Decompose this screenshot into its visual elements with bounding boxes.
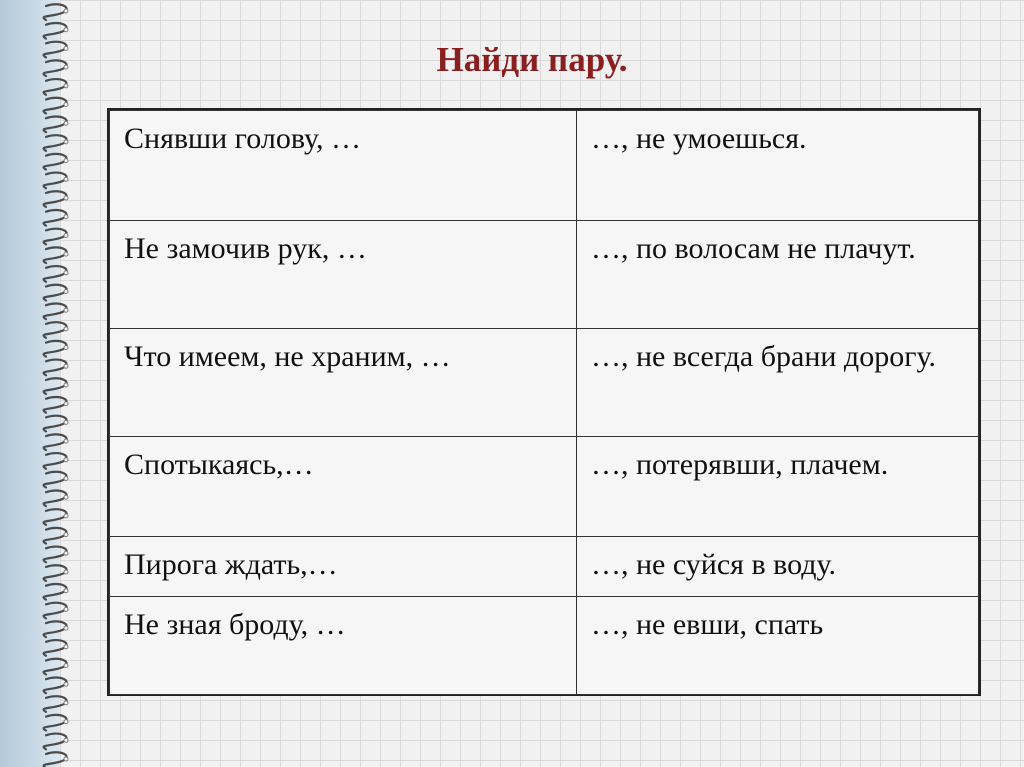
spiral-coil [44,116,67,132]
spiral-coil [44,247,67,263]
table-cell-left: Спотыкаясь,… [110,437,577,537]
binding-hole [64,645,68,649]
binding-hole [64,664,68,668]
spiral-coil [44,266,67,282]
binding-hole [64,607,68,611]
spiral-coil [44,154,67,170]
spiral-coil [44,752,67,767]
spiral-coil [44,659,67,675]
spiral-coil [44,416,67,432]
spiral-coil [44,229,67,245]
binding-hole [64,103,68,107]
spiral-coil [44,434,67,450]
binding-hole [64,720,68,724]
spiral-coil [44,98,67,114]
spiral-coil [44,397,67,413]
binding-hole [64,514,68,518]
spiral-coil [44,173,67,189]
table-row [110,329,979,437]
spiral-coil [44,210,67,226]
binding-hole [64,551,68,555]
table-cell-right: …, не суйся в воду. [577,537,979,597]
spiral-coil [44,191,67,207]
binding-hole [64,420,68,424]
table-cell-right: …, не всегда брани дорогу. [577,329,979,437]
binding-hole [64,383,68,387]
table-row [110,221,979,329]
table-cell-left: Что имеем, не храним, … [110,329,577,437]
binding-hole [64,159,68,163]
spiral-coil [44,640,67,656]
table-cell-left: Не замочив рук, … [110,221,577,329]
binding-hole [64,364,68,368]
table-cell-right: …, не евши, спать [577,597,979,695]
binding-hole [64,738,68,742]
binding-hole [64,439,68,443]
binding-hole [64,196,68,200]
spiral-coil [44,135,67,151]
table-row [110,111,979,221]
binding-hole [64,626,68,630]
spiral-coil [44,715,67,731]
table-cell-left: Не зная броду, … [110,597,577,695]
spiral-coil [44,696,67,712]
binding-hole [64,177,68,181]
spiral-coil [44,490,67,506]
spiral-coil [44,472,67,488]
binding-hole [64,28,68,32]
table-row [110,597,979,695]
binding-hole [64,140,68,144]
spiral-coil [44,453,67,469]
binding-hole [64,533,68,537]
spiral-coil [44,303,67,319]
table-cell-right: …, по волосам не плачут. [577,221,979,329]
spiral-coil [44,341,67,357]
binding-hole [64,458,68,462]
binding-hole [64,346,68,350]
spiral-coil [44,285,67,301]
spiral-coil [44,528,67,544]
binding-hole [64,233,68,237]
binding-hole [64,570,68,574]
spiral-coil [44,4,67,20]
spiral-coil [44,584,67,600]
binding-hole [64,495,68,499]
spiral-coil [44,378,67,394]
spiral-coil [44,734,67,750]
table-cell-right: …, потерявши, плачем. [577,437,979,537]
binding-hole [64,589,68,593]
spiral-coil [44,360,67,376]
binding-hole [64,327,68,331]
binding-hole [64,290,68,294]
page-title: Найди пару. [436,40,628,79]
binding-hole [64,84,68,88]
table-cell-left: Снявши голову, … [110,111,577,221]
binding-hole [64,308,68,312]
spiral-coil [44,603,67,619]
notebook-spiral-binding [16,0,76,767]
binding-hole [64,121,68,125]
binding-hole [64,271,68,275]
pairs-table [107,108,981,696]
binding-hole [64,215,68,219]
spiral-coil [44,565,67,581]
binding-hole [64,682,68,686]
table-row [110,537,979,597]
binding-hole [64,402,68,406]
binding-hole [64,757,68,761]
table-row [110,437,979,537]
binding-hole [64,477,68,481]
spiral-coil [44,621,67,637]
spiral-coil [44,547,67,563]
spiral-coil [44,322,67,338]
binding-hole [64,9,68,13]
binding-hole [64,701,68,705]
table-cell-right: …, не умоешься. [577,111,979,221]
spiral-coil [44,677,67,693]
table-cell-left: Пирога ждать,… [110,537,577,597]
binding-hole [64,252,68,256]
spiral-coil [44,509,67,525]
spiral-coil [44,23,67,39]
spiral-coil [44,79,67,95]
